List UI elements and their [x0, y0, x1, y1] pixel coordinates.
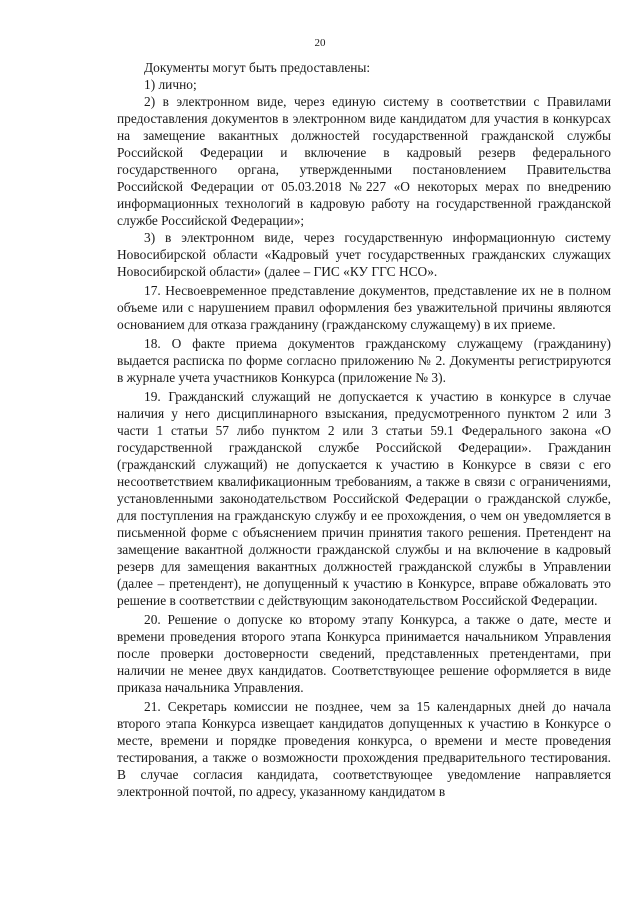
- paragraph-list-item-3: 3) в электронном виде, через государственную информационную систему Новосибирской области «Кадровый учет государственных гражданских служащих Новосибирской области» (далее – ГИС «КУ ГГС НСО».: [117, 230, 611, 279]
- paragraph-documents-intro: Документы могут быть предоставлены:: [144, 60, 371, 75]
- paragraph-clause-19: 19. Гражданский служащий не допускается к участию в конкурсе в случае наличия у него дисциплинарного взыскания, предусмотренного пунктом 2 или 3 части 1 статьи 57 либо пунктом 2 или 3 статьи 59.1 Федерального закона «О государственной гражданской службе Российской Федерации». Гражданин (гражданский служащий) не допускается к участию в Конкурсе в связи с его несоответствием квалификационным требованиям, а также в связи с ограничениями, установленными законодательством Российской Федерации о гражданской службе, для поступления на гражданскую службу и ее прохождения, о чем он уведомляется в письменной форме с объяснением причин принятия такого решения. Претендент на замещение вакантной должности гражданской службы и на включение в кадровый резерв для замещения вакантных должностей гражданской службы в Управлении (далее – претендент), не допущенный к участию в Конкурсе, вправе обжаловать это решение в соответствии с действующим законодательством Российской Федерации.: [117, 389, 611, 608]
- paragraph-clause-21: 21. Секретарь комиссии не позднее, чем за 15 календарных дней до начала второго этапа Конкурса извещает кандидатов допущенных к участию в Конкурсе о месте, времени и порядке проведения конкурса, о времени и месте проведения тестирования, а также о возможности прохождения предварительного тестирования. В случае согласия кандидата, соответствующее уведомление направляется электронной почтой, по адресу, указанному кандидатом в: [117, 699, 611, 799]
- paragraph-clause-20: 20. Решение о допуске ко второму этапу Конкурса, а также о дате, месте и времени проведения второго этапа Конкурса принимается начальником Управления после проверки достоверности сведений, представленных претендентами, при наличии не менее двух кандидатов. Соответствующее решение оформляется в виде приказа начальника Управления.: [117, 612, 611, 695]
- paragraph-clause-18: 18. О факте приема документов гражданскому служащему (гражданину) выдается расписка по форме согласно приложению № 2. Документы регистрируются в журнале учета участников Конкурса (приложение № 3).: [117, 336, 611, 385]
- paragraph-list-item-2: 2) в электронном виде, через единую систему в соответствии с Правилами предоставления документов в электронном виде кандидатом для участия в конкурсах на замещение вакантных должностей государственной гражданской службы Российской Федерации и включение в кадровый резерв федерального государственного органа, утвержденными постановлением Правительства Российской Федерации от 05.03.2018 №227 «О некоторых мерах по внедрению информационных технологий в кадровую работу на государственной гражданской службе Российской Федерации»;: [117, 94, 611, 228]
- document-body: [117, 59, 611, 800]
- paragraph-clause-17: 17. Несвоевременное представление документов, представление их не в полном объеме или с нарушением правил оформления без уважительной причины являются основанием для отказа гражданину (гражданскому служащему) в их приеме.: [117, 283, 611, 332]
- paragraph-list-item-1: 1) лично;: [144, 77, 197, 92]
- page-number: 20: [314, 37, 326, 49]
